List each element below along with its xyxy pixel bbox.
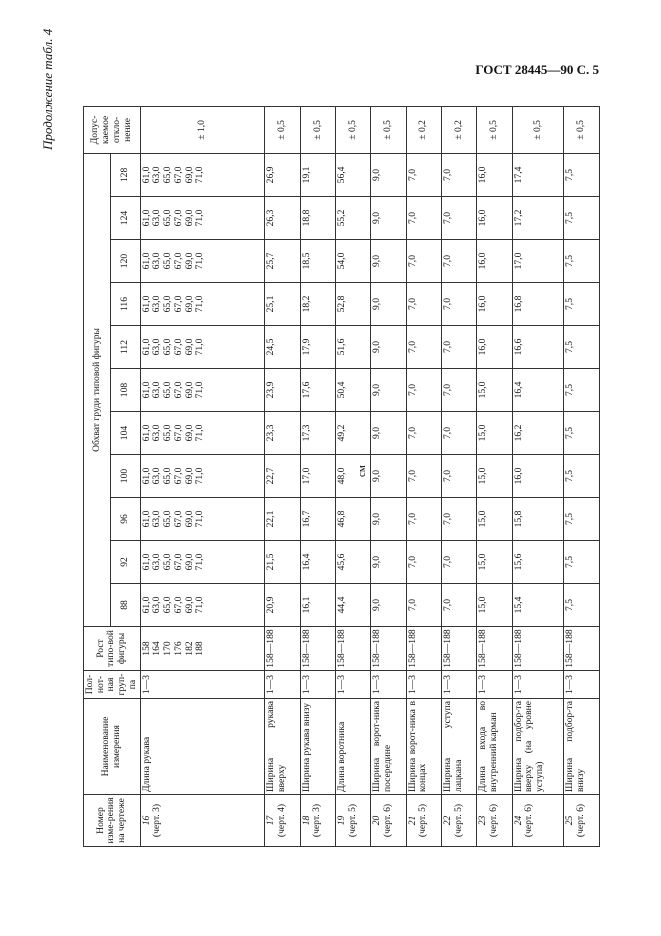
measure-value: 7,0	[441, 412, 476, 455]
measure-value: 7,5	[564, 541, 599, 584]
measure-value: 7,0	[406, 240, 441, 283]
measure-value-line: 71,0	[194, 338, 206, 356]
figure-height-cell	[512, 627, 564, 671]
chest-size-header: 120	[110, 240, 140, 283]
measure-value-line: 67,0	[172, 338, 184, 356]
chest-size-header: 112	[110, 326, 140, 369]
measure-value-line: 61,0	[140, 553, 152, 571]
measure-value: 17,0	[300, 455, 335, 498]
tolerance-value: ± 0,2	[406, 106, 441, 153]
measure-name: Ширина подбор-та внизу	[564, 699, 599, 795]
col-header-name: Наименование измерения	[84, 699, 141, 795]
measure-value: 17,2	[512, 197, 564, 240]
chest-size-header: 124	[110, 197, 140, 240]
col-header-height: Рост типо-вой фигуры	[84, 627, 141, 671]
measure-value: 15,0	[477, 541, 512, 584]
measure-value: 7,0	[441, 498, 476, 541]
figure-height: 158—188	[441, 629, 453, 668]
drawing-reference: (черт. 6)	[523, 803, 535, 838]
measure-value: 7,0	[441, 584, 476, 627]
measure-number: 17	[265, 815, 277, 826]
figure-height: 176	[172, 641, 184, 656]
measure-value	[140, 283, 265, 326]
measure-value: 7,0	[441, 153, 476, 196]
figure-height-cell	[265, 627, 300, 671]
col-header-chest: Обхват груди типовой фигуры	[84, 153, 111, 626]
figure-height: 182	[183, 641, 195, 656]
measure-value: 24,5	[265, 326, 300, 369]
measure-value-line: 61,0	[140, 424, 152, 442]
measure-value: 9,0	[371, 283, 406, 326]
measure-value-line: 67,0	[172, 295, 184, 313]
measure-value: 15,6	[512, 541, 564, 584]
measure-value-line: 65,0	[162, 424, 174, 442]
measure-value: 9,0	[371, 153, 406, 196]
figure-height-cell	[441, 627, 476, 671]
measure-value-line: 69,0	[183, 596, 195, 614]
drawing-reference: (черт. 3)	[311, 803, 323, 838]
fullness-group: 1—3	[564, 671, 599, 699]
table-row	[265, 106, 300, 846]
fullness-group: 1—3	[265, 671, 300, 699]
measure-value-line: 67,0	[172, 166, 184, 184]
measure-value: 16,1	[300, 584, 335, 627]
measure-value: 44,4	[336, 584, 371, 627]
table-row	[477, 106, 512, 846]
measure-value: 9,0	[371, 369, 406, 412]
fullness-group: 1—3	[441, 671, 476, 699]
measure-value-line: 63,0	[151, 166, 163, 184]
fullness-group: 1—3	[336, 671, 371, 699]
measure-value-line: 71,0	[194, 553, 206, 571]
measure-value: 9,0	[371, 412, 406, 455]
measure-value-line: 67,0	[172, 553, 184, 571]
measure-value-line: 61,0	[140, 252, 152, 270]
measure-value-line: 65,0	[162, 381, 174, 399]
figure-height: 188	[194, 641, 206, 656]
measure-value: 7,5	[564, 584, 599, 627]
tolerance-value: ± 0,5	[336, 106, 371, 153]
chest-size-header: 108	[110, 369, 140, 412]
measure-value: 25,7	[265, 240, 300, 283]
figure-height: 158—188	[406, 629, 418, 668]
measure-name: Длина входа во внутренний карман	[477, 699, 512, 795]
measure-value: 7,5	[564, 455, 599, 498]
measure-value: 16,4	[512, 369, 564, 412]
fullness-group: 1—3	[300, 671, 335, 699]
measure-number-cell	[406, 795, 441, 847]
chest-size-header: 92	[110, 541, 140, 584]
measure-value-line: 69,0	[183, 166, 195, 184]
measure-value-line: 71,0	[194, 209, 206, 227]
table-row	[140, 106, 265, 846]
measure-value	[140, 197, 265, 240]
measure-value: 54,0	[336, 240, 371, 283]
measure-value: 9,0	[371, 541, 406, 584]
measurements-table	[83, 107, 587, 847]
table-row	[441, 106, 476, 846]
measure-value: 7,0	[406, 283, 441, 326]
measure-value: 49,2	[336, 412, 371, 455]
measure-number: 24	[512, 815, 524, 826]
figure-height: 158—188	[512, 629, 524, 668]
figure-height: 164	[151, 641, 163, 656]
measure-value: 7,0	[406, 584, 441, 627]
figure-height: 158—188	[564, 629, 576, 668]
measure-name: Ширина подбор-та вверху (на уровне уступа)	[512, 699, 564, 795]
measure-value-line: 63,0	[151, 209, 163, 227]
measure-name: Ширина ворот-ника в концах	[406, 699, 441, 795]
drawing-reference: (черт. 6)	[575, 803, 587, 838]
measure-value-line: 65,0	[162, 252, 174, 270]
tolerance-value: ± 0,5	[265, 106, 300, 153]
chest-size-header: 96	[110, 498, 140, 541]
fullness-group: 1—3	[140, 671, 265, 699]
measure-value: 9,0	[371, 326, 406, 369]
measure-value-line: 71,0	[194, 295, 206, 313]
figure-height: 158—188	[477, 629, 489, 668]
measure-value	[140, 326, 265, 369]
measure-number: 16	[140, 815, 152, 826]
measure-value	[140, 584, 265, 627]
measure-value	[140, 541, 265, 584]
unit-label: см	[356, 465, 368, 477]
figure-height: 158—188	[371, 629, 383, 668]
measure-value: 7,0	[406, 369, 441, 412]
measure-number-cell	[371, 795, 406, 847]
fullness-group: 1—3	[512, 671, 564, 699]
measure-value: 16,8	[512, 283, 564, 326]
measure-number-cell	[441, 795, 476, 847]
measure-number: 22	[441, 815, 453, 826]
measure-value-line: 65,0	[162, 295, 174, 313]
measure-value: 9,0	[371, 498, 406, 541]
table-row	[406, 106, 441, 846]
measure-value-line: 65,0	[162, 467, 174, 485]
measure-value-line: 69,0	[183, 381, 195, 399]
measure-value-line: 69,0	[183, 553, 195, 571]
measure-value: 7,5	[564, 412, 599, 455]
measure-value: 46,8	[336, 498, 371, 541]
measure-value: 7,5	[564, 153, 599, 196]
table-row	[371, 106, 406, 846]
measure-value	[140, 153, 265, 196]
measure-value-line: 61,0	[140, 166, 152, 184]
measure-value-line: 69,0	[183, 209, 195, 227]
measure-value: 9,0	[371, 240, 406, 283]
measure-value-line: 71,0	[194, 467, 206, 485]
measure-value: 19,1	[300, 153, 335, 196]
measure-value: 45,6	[336, 541, 371, 584]
tolerance-value: ± 0,5	[564, 106, 599, 153]
tolerance-value: ± 0,5	[512, 106, 564, 153]
measure-value-line: 61,0	[140, 338, 152, 356]
measure-value: 9,0	[371, 455, 406, 498]
measure-value-line: 63,0	[151, 510, 163, 528]
measure-value-line: 61,0	[140, 467, 152, 485]
measure-value-line: 63,0	[151, 295, 163, 313]
measure-value: 16,0	[477, 326, 512, 369]
measure-value-line: 61,0	[140, 295, 152, 313]
figure-height: 158	[140, 641, 152, 656]
drawing-reference: (черт. 5)	[417, 803, 429, 838]
measure-value: 9,0	[371, 197, 406, 240]
measure-value-line: 67,0	[172, 209, 184, 227]
figure-height-cell	[406, 627, 441, 671]
measure-value: 9,0	[371, 584, 406, 627]
measure-value: 7,0	[441, 240, 476, 283]
measure-value: 16,0	[477, 153, 512, 196]
measure-value-line: 69,0	[183, 252, 195, 270]
chest-size-header: 116	[110, 283, 140, 326]
measure-value: 18,8	[300, 197, 335, 240]
measure-value: 16,0	[477, 197, 512, 240]
fullness-group: 1—3	[406, 671, 441, 699]
measure-number: 18	[300, 815, 312, 826]
chest-size-header: 88	[110, 584, 140, 627]
measure-value-line: 69,0	[183, 295, 195, 313]
tolerance-value: ± 0,5	[371, 106, 406, 153]
measure-value-line: 67,0	[172, 424, 184, 442]
measure-value-line: 63,0	[151, 381, 163, 399]
measure-value: 22,1	[265, 498, 300, 541]
measure-value: 20,9	[265, 584, 300, 627]
measure-value-line: 65,0	[162, 166, 174, 184]
measure-value: 23,9	[265, 369, 300, 412]
measure-value: 17,0	[512, 240, 564, 283]
measure-value-line: 69,0	[183, 338, 195, 356]
measure-value	[140, 455, 265, 498]
measure-name: Ширина рукава внизу	[300, 699, 335, 795]
measure-value: 15,0	[477, 498, 512, 541]
measure-value: 7,5	[564, 498, 599, 541]
tolerance-value: ± 0,2	[441, 106, 476, 153]
measure-name: Длина воротника	[336, 699, 371, 795]
measure-value-line: 71,0	[194, 424, 206, 442]
measure-value-line: 61,0	[140, 510, 152, 528]
measure-value-line: 65,0	[162, 510, 174, 528]
fullness-group: 1—3	[371, 671, 406, 699]
table-row	[300, 106, 335, 846]
measure-value: 48,0	[336, 455, 371, 498]
measure-value: 15,0	[477, 369, 512, 412]
measure-value: 26,9	[265, 153, 300, 196]
figure-height-cell	[371, 627, 406, 671]
measure-value	[140, 498, 265, 541]
measure-value: 16,0	[477, 283, 512, 326]
measure-value-line: 61,0	[140, 381, 152, 399]
measure-name: Ширина рукава вверху	[265, 699, 300, 795]
figure-height-cell	[300, 627, 335, 671]
measure-value: 25,1	[265, 283, 300, 326]
measure-value-line: 69,0	[183, 467, 195, 485]
drawing-reference: (черт. 5)	[346, 803, 358, 838]
measure-value-line: 71,0	[194, 510, 206, 528]
measure-value-line: 63,0	[151, 252, 163, 270]
measure-number: 25	[564, 815, 576, 826]
measure-value: 18,5	[300, 240, 335, 283]
measure-value-line: 65,0	[162, 596, 174, 614]
measure-value-line: 67,0	[172, 381, 184, 399]
measure-number-cell	[265, 795, 300, 847]
measure-value-line: 63,0	[151, 553, 163, 571]
measure-value-line: 67,0	[172, 252, 184, 270]
figure-height: 158—188	[300, 629, 312, 668]
measure-number-cell	[140, 795, 265, 847]
tolerance-value: ± 0,5	[300, 106, 335, 153]
drawing-reference: (черт. 6)	[382, 803, 394, 838]
drawing-reference: (черт. 5)	[452, 803, 464, 838]
tolerance-value: ± 0,5	[477, 106, 512, 153]
measure-number-cell	[336, 795, 371, 847]
measure-number: 21	[406, 815, 418, 826]
drawing-reference: (черт. 3)	[151, 803, 163, 838]
col-header-tolerance: Допус-каемое откло-нение	[84, 106, 141, 153]
measure-value: 7,0	[406, 153, 441, 196]
fullness-group: 1—3	[477, 671, 512, 699]
measure-value: 22,7	[265, 455, 300, 498]
measure-value: 7,0	[441, 455, 476, 498]
measure-value: 7,0	[441, 326, 476, 369]
measure-value: 17,9	[300, 326, 335, 369]
measure-value: 16,0	[477, 240, 512, 283]
measure-value: 7,5	[564, 326, 599, 369]
measure-value-line: 63,0	[151, 338, 163, 356]
measure-value: 26,3	[265, 197, 300, 240]
measure-value-line: 71,0	[194, 166, 206, 184]
measure-value-line: 67,0	[172, 596, 184, 614]
measure-value-line: 71,0	[194, 381, 206, 399]
measure-value-line: 65,0	[162, 209, 174, 227]
measure-value: 17,4	[512, 153, 564, 196]
table-row	[512, 106, 564, 846]
measure-value	[140, 412, 265, 455]
figure-height-cell	[477, 627, 512, 671]
table-row	[336, 106, 371, 846]
measure-value-line: 63,0	[151, 596, 163, 614]
measure-value: 7,0	[406, 326, 441, 369]
measure-value: 16,6	[512, 326, 564, 369]
measure-value-line: 67,0	[172, 510, 184, 528]
measure-number-cell	[564, 795, 599, 847]
measure-name: Ширина уступа лацкана	[441, 699, 476, 795]
tolerance-value: ± 1,0	[140, 106, 265, 153]
measure-value-line: 69,0	[183, 510, 195, 528]
measure-number: 23	[477, 815, 489, 826]
figure-height: 158—188	[265, 629, 277, 668]
measure-value: 7,0	[441, 283, 476, 326]
measure-value-line: 63,0	[151, 424, 163, 442]
measure-value: 23,3	[265, 412, 300, 455]
measure-number-cell	[477, 795, 512, 847]
measure-value: 7,0	[406, 541, 441, 584]
measure-name: Ширина ворот-ника посередине	[371, 699, 406, 795]
measure-value: 7,0	[406, 412, 441, 455]
measure-value	[140, 369, 265, 412]
measure-value-line: 65,0	[162, 553, 174, 571]
measure-value: 15,0	[477, 412, 512, 455]
measure-value: 56,4	[336, 153, 371, 196]
measure-value: 50,4	[336, 369, 371, 412]
measure-value: 7,0	[406, 455, 441, 498]
measure-value-line: 71,0	[194, 252, 206, 270]
col-header-group: Пол-нот-ная груп-па	[84, 671, 141, 699]
measure-value: 7,5	[564, 240, 599, 283]
measure-value: 7,0	[441, 369, 476, 412]
measure-value-line: 67,0	[172, 467, 184, 485]
measure-value: 16,4	[300, 541, 335, 584]
col-header-num: Номер изме-рения на чертеже	[84, 795, 141, 847]
measure-value: 21,5	[265, 541, 300, 584]
measure-value: 7,0	[406, 197, 441, 240]
measure-value-line: 69,0	[183, 424, 195, 442]
measure-value: 15,4	[512, 584, 564, 627]
measure-value: 18,2	[300, 283, 335, 326]
measure-value: 55,2	[336, 197, 371, 240]
figure-height-cell	[336, 627, 371, 671]
measure-value: 17,3	[300, 412, 335, 455]
figure-height: 158—188	[336, 629, 348, 668]
figure-height-cell	[564, 627, 599, 671]
measure-value: 16,7	[300, 498, 335, 541]
measure-value: 7,5	[564, 283, 599, 326]
measure-value: 7,5	[564, 197, 599, 240]
measure-value: 7,0	[406, 498, 441, 541]
measure-name: Длина рукава	[140, 699, 265, 795]
measure-value-line: 63,0	[151, 467, 163, 485]
measure-value	[140, 240, 265, 283]
measure-value-line: 65,0	[162, 338, 174, 356]
table-row	[564, 106, 599, 846]
measure-value-line: 61,0	[140, 596, 152, 614]
measure-value: 16,2	[512, 412, 564, 455]
measure-value: 15,8	[512, 498, 564, 541]
measure-value: 15,0	[477, 584, 512, 627]
measure-value: 7,5	[564, 369, 599, 412]
measure-value: 7,0	[441, 197, 476, 240]
measure-value: 51,6	[336, 326, 371, 369]
chest-size-header: 104	[110, 412, 140, 455]
drawing-reference: (черт. 6)	[487, 803, 499, 838]
measure-value: 52,8	[336, 283, 371, 326]
chest-size-header: 100	[110, 455, 140, 498]
figure-height: 170	[162, 641, 174, 656]
measure-value: 16,0	[512, 455, 564, 498]
measure-number: 19	[336, 815, 348, 826]
chest-size-header: 128	[110, 153, 140, 196]
measure-number-cell	[300, 795, 335, 847]
measure-value: 15,0	[477, 455, 512, 498]
table-continuation-label: Продолжение табл. 4	[40, 28, 55, 150]
measure-value-line: 71,0	[194, 596, 206, 614]
measure-value-line: 61,0	[140, 209, 152, 227]
figure-height-cell	[140, 627, 265, 671]
page-header-ref: ГОСТ 28445—90 С. 5	[475, 62, 599, 77]
measure-value: 17,6	[300, 369, 335, 412]
drawing-reference: (черт. 4)	[276, 803, 288, 838]
measure-number-cell	[512, 795, 564, 847]
measure-value: 7,0	[441, 541, 476, 584]
measure-number: 20	[371, 815, 383, 826]
